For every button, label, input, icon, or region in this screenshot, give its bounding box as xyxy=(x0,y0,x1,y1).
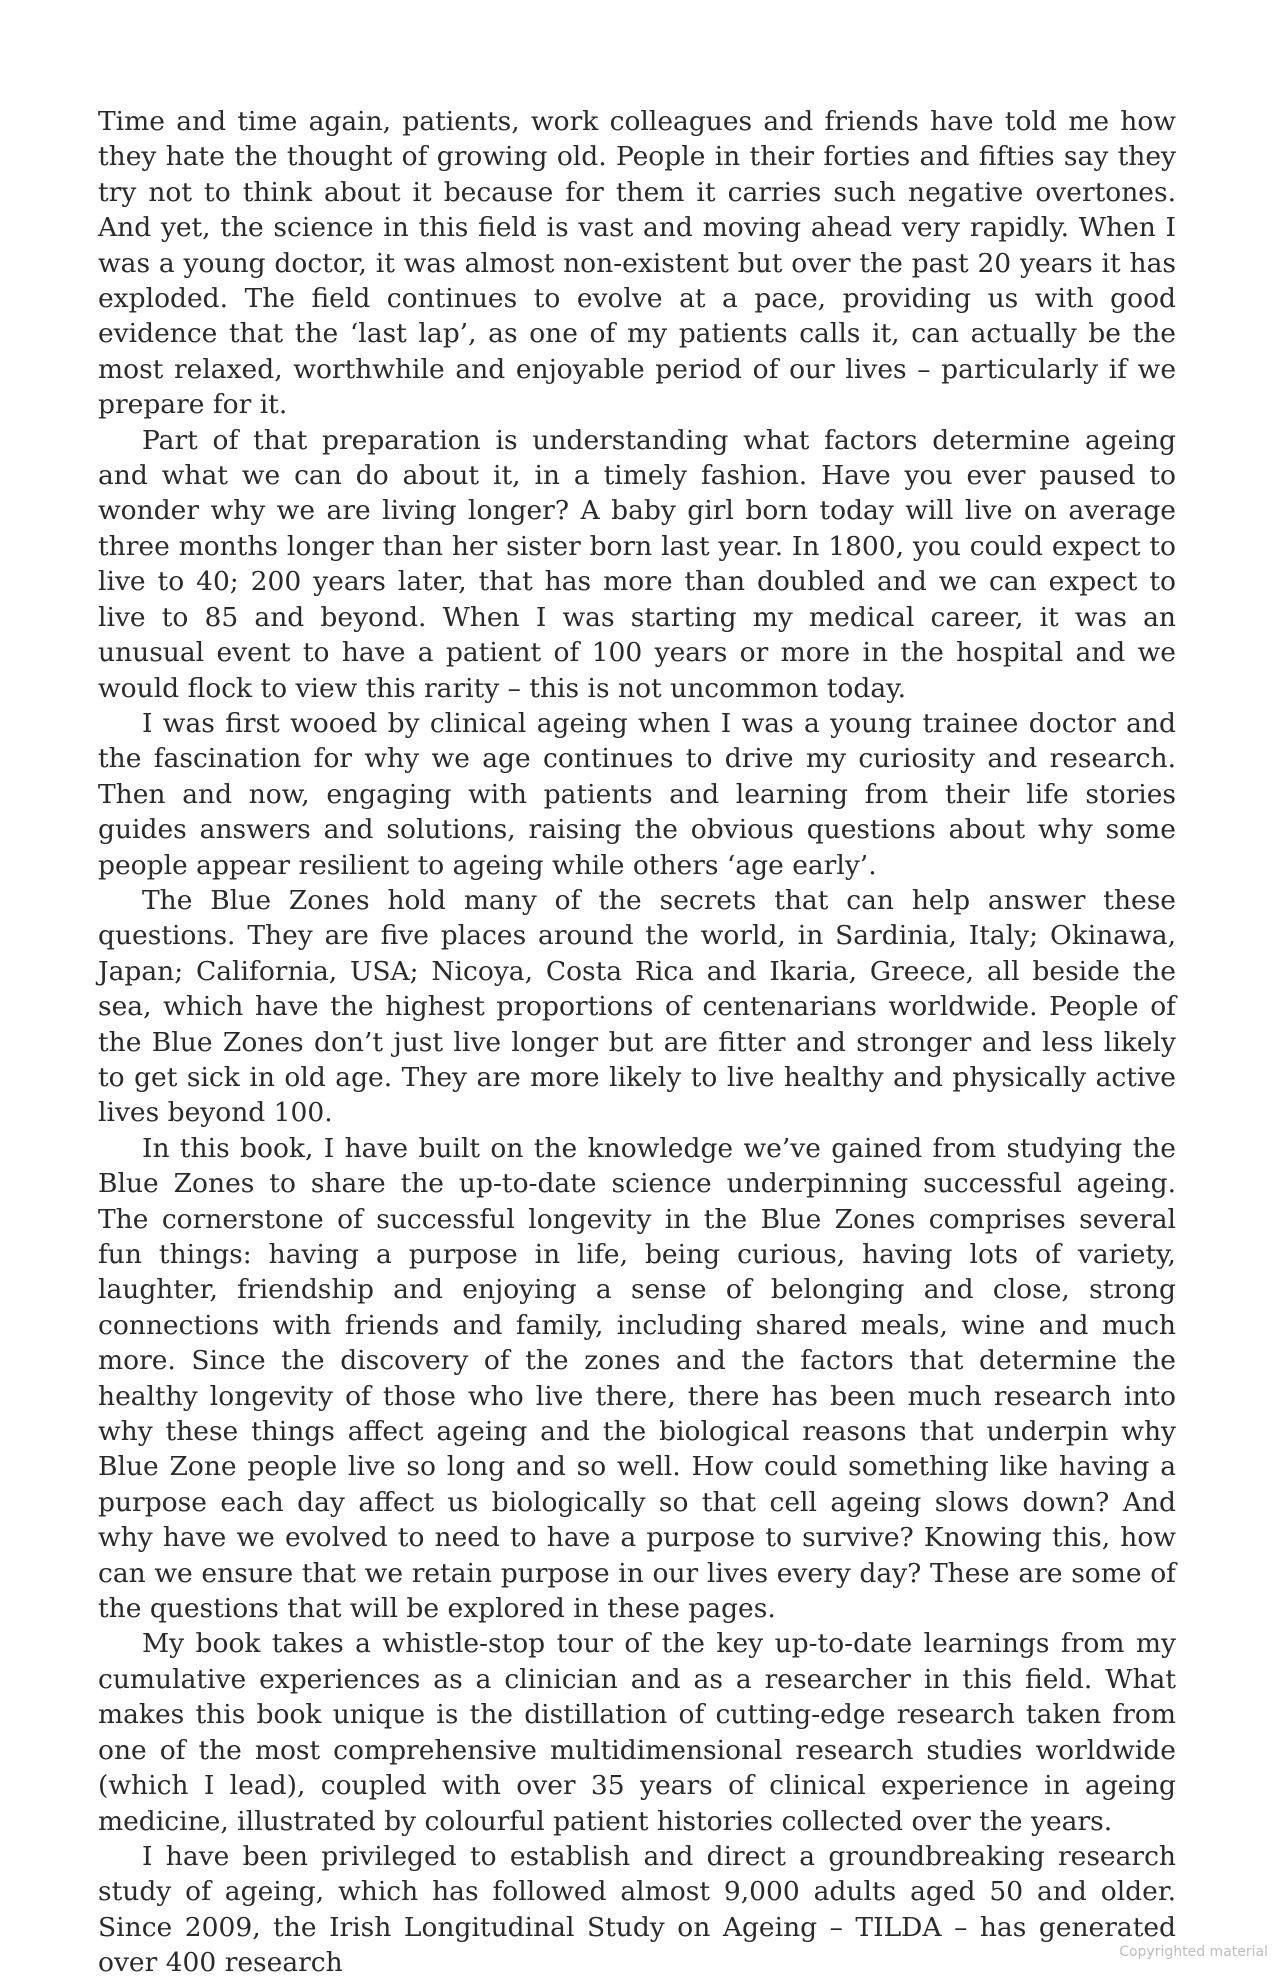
paragraph-3: I was first wooed by clinical ageing when I was a young trainee doctor and the fascination for why we age continues to drive my curiosity and research. Then and now, engaging with patients and learning from their life stories guides answers and solutions, raising the obvious questions about why some people appear resilient to ageing while others ‘age early’. xyxy=(98,707,1176,881)
paragraph-2: Part of that preparation is understanding what factors determine ageing and what we can do about it, in a timely fashion. Have you ever paused to wonder why we are living longer? A baby girl born today will live on average three months longer than her sister born last year. In 1800, you could expect to live to 40; 200 years later, that has more than doubled and we can expect to live to 85 and beyond. When I was starting my medical career, it was an unusual event to have a patient of 100 years or more in the hospital and we would flock to view this rarity – this is not uncommon today. xyxy=(98,424,1176,704)
paragraph-6: My book takes a whistle-stop tour of the key up-to-date learnings from my cumulative experiences as a clinician and as a researcher in this field. What makes this book unique is the distillation of cutting-edge research taken from one of the most comprehensive multidimensional research studies worldwide (which I lead), coupled with over 35 years of clinical experience in ageing medicine, illustrated by colourful patient histories collected over the years. xyxy=(98,1628,1176,1837)
paragraph-4: The Blue Zones hold many of the secrets that can help answer these questions. They are five places around the world, in Sardinia, Italy; Okinawa, Japan; California, USA; Nicoya, Costa Rica and Ikaria, Greece, all beside the sea, which have the highest proportions of centenarians worldwide. People of the Blue Zones don’t just live longer but are fitter and stronger and less likely to get sick in old age. They are more likely to live healthy and physically active lives beyond 100. xyxy=(98,884,1176,1129)
paragraph-5: In this book, I have built on the knowledge we’ve gained from studying the Blue Zones to share the up-to-date science underpinning successful ageing. The cornerstone of successful longevity in the Blue Zones comprises several fun things: having a purpose in life, being curious, having lots of variety, laughter, friendship and enjoying a sense of belonging and close, strong connections with friends and family, including shared meals, wine and much more. Since the discovery of the zones and the factors that determine the healthy longevity of those who live there, there has been much research into why these things affect ageing and the biological reasons that underpin why Blue Zone people live so long and so well. How could something like having a purpose each day affect us biologically so that cell ageing slows down? And why have we evolved to need to have a purpose to survive? Knowing this, how can we ensure that we retain purpose in our lives every day? These are some of the questions that will be explored in these pages. xyxy=(98,1132,1176,1625)
paragraph-7: I have been privileged to establish and direct a groundbreaking research study of ageing, which has followed almost 9,000 adults aged 50 and older. Since 2009, the Irish Longitudinal Study on Ageing – TILDA – has generated over 400 research xyxy=(98,1840,1176,1979)
book-page-body xyxy=(98,104,1176,1981)
paragraph-1: Time and time again, patients, work colleagues and friends have told me how they hate the thought of growing old. People in their forties and fifties say they try not to think about it because for them it carries such negative overtones. And yet, the science in this field is vast and moving ahead very rapidly. When I was a young doctor, it was almost non-existent but over the past 20 years it has exploded. The field continues to evolve at a pace, providing us with good evidence that the ‘last lap’, as one of my patients calls it, can actually be the most relaxed, worthwhile and enjoyable period of our lives – particularly if we prepare for it. xyxy=(98,106,1176,421)
copyright-watermark: Copyrighted material xyxy=(1119,1944,1268,1960)
